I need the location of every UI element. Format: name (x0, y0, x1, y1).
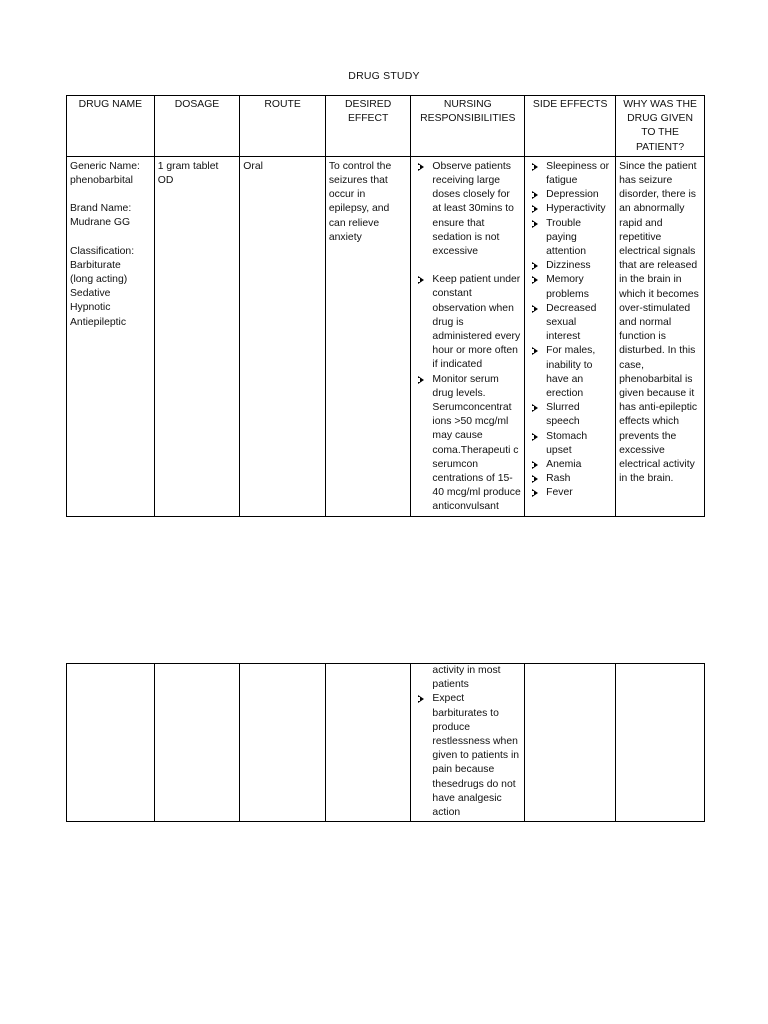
page-title: DRUG STUDY (348, 70, 420, 82)
nursing-continuation: activity in most patients (432, 665, 501, 691)
classification-value: Antiepileptic (70, 316, 127, 328)
side-effect-item: Sleepiness or fatigue (528, 160, 612, 188)
route-cell: Oral (240, 156, 326, 516)
classification-label: Classification: (70, 245, 135, 257)
side-effect-item: Slurred speech (528, 401, 612, 429)
side-effect-item: Depression (528, 188, 612, 202)
why-given-cell: Since the patient has seizure disorder, there is an abnormally rapid and repetitive electrical signals that are released in the brain in which it becomes over-stimulated and normal function is disturbed. In this case, phenobarbital is given because it has anti-epileptic effects which prevents the excessive electrical activity in the brain. (616, 156, 705, 516)
nursing-item: Observe patients receiving large doses closely for at least 30mins to ensure that sedation is not excessive (414, 160, 521, 259)
side-effect-item: Trouble paying attention (528, 217, 612, 260)
nursing-responsibilities-cell-continued (411, 664, 525, 822)
header-nursing-responsibilities: NURSING RESPONSIBILITIES (411, 96, 525, 157)
side-effects-cell-empty (525, 664, 616, 822)
nursing-item: Keep patient under constant observation when drug is administered every hour or more often if indicated (414, 273, 521, 372)
desired-effect-cell-empty (325, 664, 411, 822)
drug-study-table (66, 95, 705, 517)
brand-name-value: Mudrane GG (70, 217, 131, 229)
drug-name-cell (67, 156, 155, 516)
table-row (67, 156, 705, 516)
route-cell-empty (240, 664, 326, 822)
table-row (67, 664, 705, 822)
classification-value: Barbiturate (70, 259, 121, 271)
drug-study-table-continued (66, 663, 705, 822)
dosage-cell-empty (154, 664, 240, 822)
classification-value: Hypnotic (70, 302, 111, 314)
header-drug-name: DRUG NAME (67, 96, 155, 157)
header-side-effects: SIDE EFFECTS (525, 96, 616, 157)
classification-value: Sedative (70, 288, 111, 300)
side-effect-item: Hyperactivity (528, 202, 612, 216)
side-effect-item: Anemia (528, 458, 612, 472)
dosage-cell: 1 gram tablet OD (154, 156, 240, 516)
nursing-item: Expect barbiturates to produce restlessness when given to patients in pain because thesedrugs do not have analgesic action (414, 692, 521, 820)
desired-effect-cell: To control the seizures that occur in epilepsy, and can relieve anxiety (325, 156, 411, 516)
classification-value: (long acting) (70, 274, 128, 286)
nursing-item: Monitor serum drug levels. Serumconcentrat ions >50 mcg/ml may cause coma.Therapeuti c serumcon centrations of 15-40 mcg/ml produce anticonvulsant (414, 373, 521, 515)
side-effect-item: Decreased sexual interest (528, 302, 612, 345)
side-effect-item: Fever (528, 486, 612, 500)
generic-name-value: phenobarbital (70, 175, 133, 187)
generic-name-label: Generic Name: (70, 160, 140, 172)
side-effect-item: Rash (528, 472, 612, 486)
drug-name-cell-empty (67, 664, 155, 822)
header-route: ROUTE (240, 96, 326, 157)
brand-name-label: Brand Name: (70, 203, 132, 215)
why-given-cell-empty (616, 664, 705, 822)
header-dosage: DOSAGE (154, 96, 240, 157)
side-effect-item: Dizziness (528, 259, 612, 273)
header-desired-effect: DESIRED EFFECT (325, 96, 411, 157)
header-row (67, 96, 705, 157)
side-effect-item: Stomach upset (528, 430, 612, 458)
side-effect-item: Memory problems (528, 273, 612, 301)
header-why-given: WHY WAS THE DRUG GIVEN TO THE PATIENT? (616, 96, 705, 157)
side-effects-cell (525, 156, 616, 516)
side-effect-item: For males, inability to have an erection (528, 344, 612, 401)
nursing-responsibilities-cell (411, 156, 525, 516)
